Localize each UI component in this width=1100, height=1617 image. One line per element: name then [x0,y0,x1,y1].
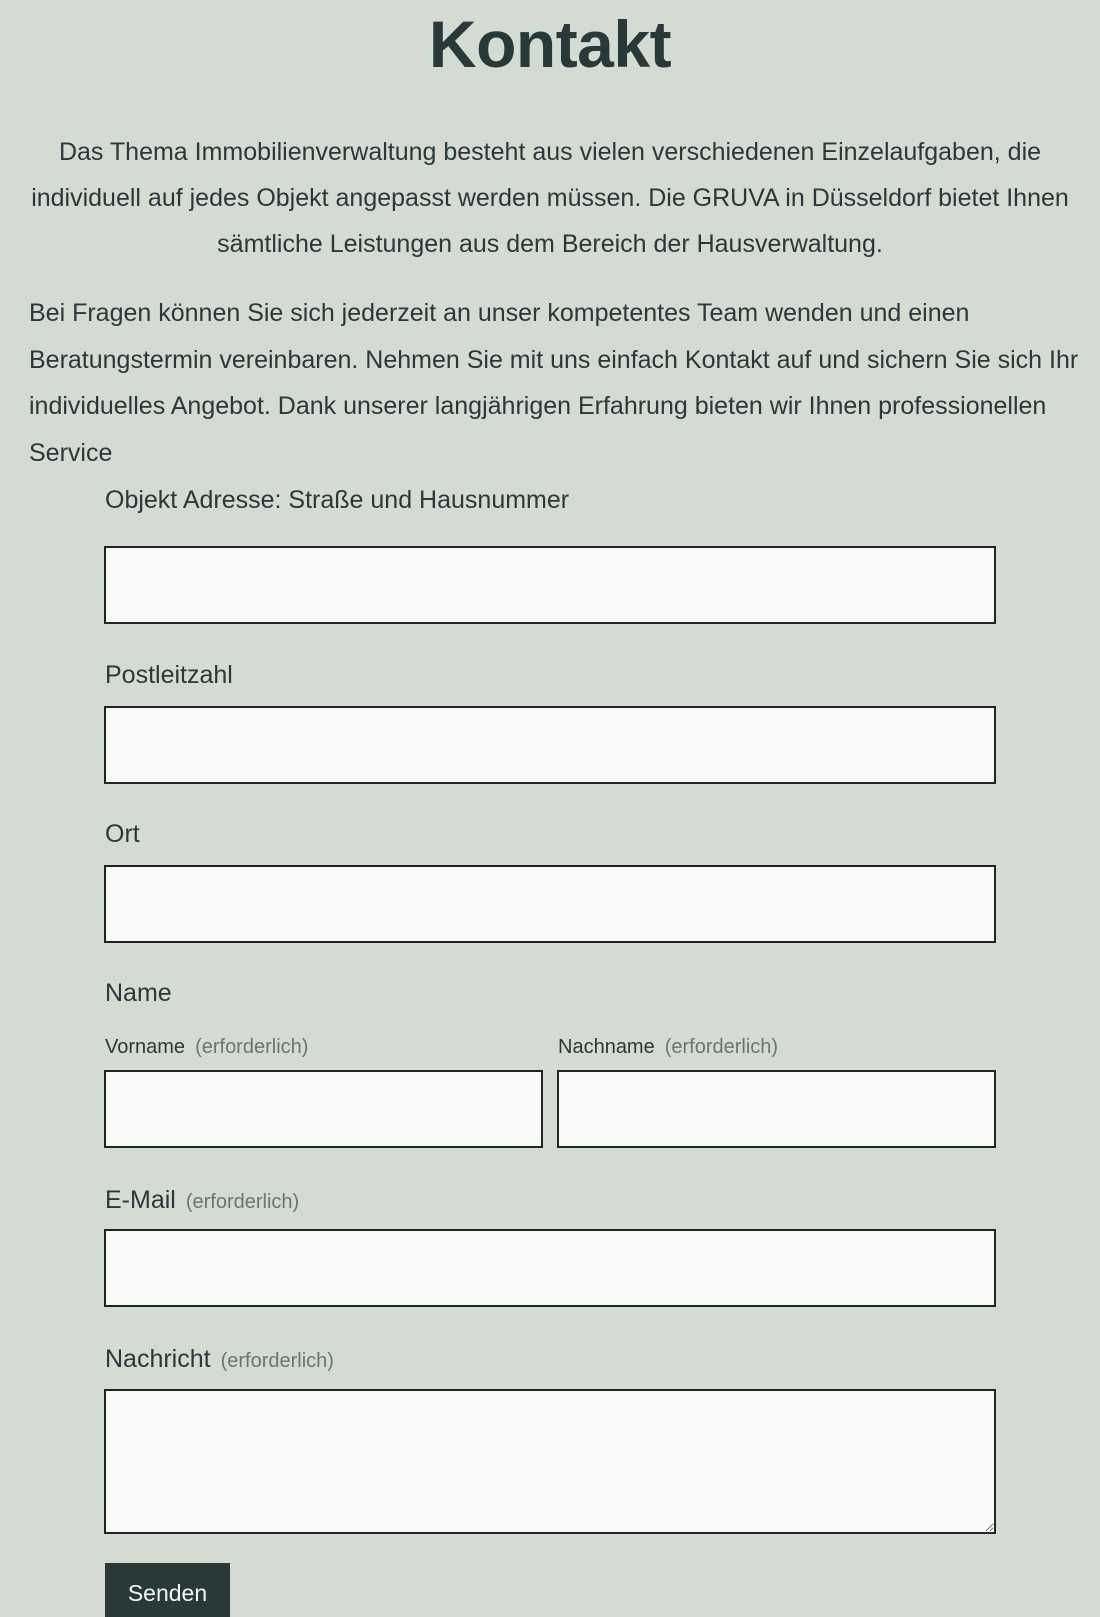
page-title: Kontakt [428,7,672,81]
first-name-label [105,1034,308,1060]
email-input[interactable] [104,1229,996,1307]
city-input[interactable] [104,865,996,943]
zip-label: Postleitzahl [105,661,233,689]
name-label: Name [105,979,172,1007]
first-name-label-text: Vorname [105,1036,186,1058]
message-label-text: Nachricht [105,1345,211,1373]
required-note: (erforderlich) [185,1191,300,1213]
required-note: (erforderlich) [220,1350,334,1372]
email-label-text: E-Mail [105,1186,176,1214]
message-label [105,1343,334,1377]
last-name-label-text: Nachname [558,1036,655,1058]
city-label: Ort [105,820,140,848]
message-textarea[interactable] [104,1389,996,1534]
address-label: Objekt Adresse: Straße und Hausnummer [105,486,570,514]
first-name-input[interactable] [104,1070,543,1148]
last-name-label [558,1034,778,1060]
submit-button[interactable]: Senden [105,1563,230,1617]
last-name-input[interactable] [557,1070,996,1148]
body-text: Bei Fragen können Sie sich jederzeit an unser kompetentes Team wenden und einen Beratungstermin vereinbaren. Nehmen Sie mit uns einfach Kontakt auf und sichern Sie sich Ihr individuelles Angebot. Dank unserer langjährigen Erfahrung bieten wir Ihnen professionellen Service [29,299,1079,467]
required-note: (erforderlich) [195,1036,309,1058]
zip-input[interactable] [104,706,996,784]
required-note: (erforderlich) [664,1036,779,1058]
intro-text: Das Thema Immobilienverwaltung besteht aus vielen verschiedenen Einzelaufgaben, die individuell auf jedes Objekt angepasst werden müssen. Die GRUVA in Düsseldorf bietet Ihnen sämtliche Leistungen aus dem Bereich der Hausverwaltung. [31,138,1069,258]
email-label [105,1184,299,1218]
address-input[interactable] [104,546,996,624]
